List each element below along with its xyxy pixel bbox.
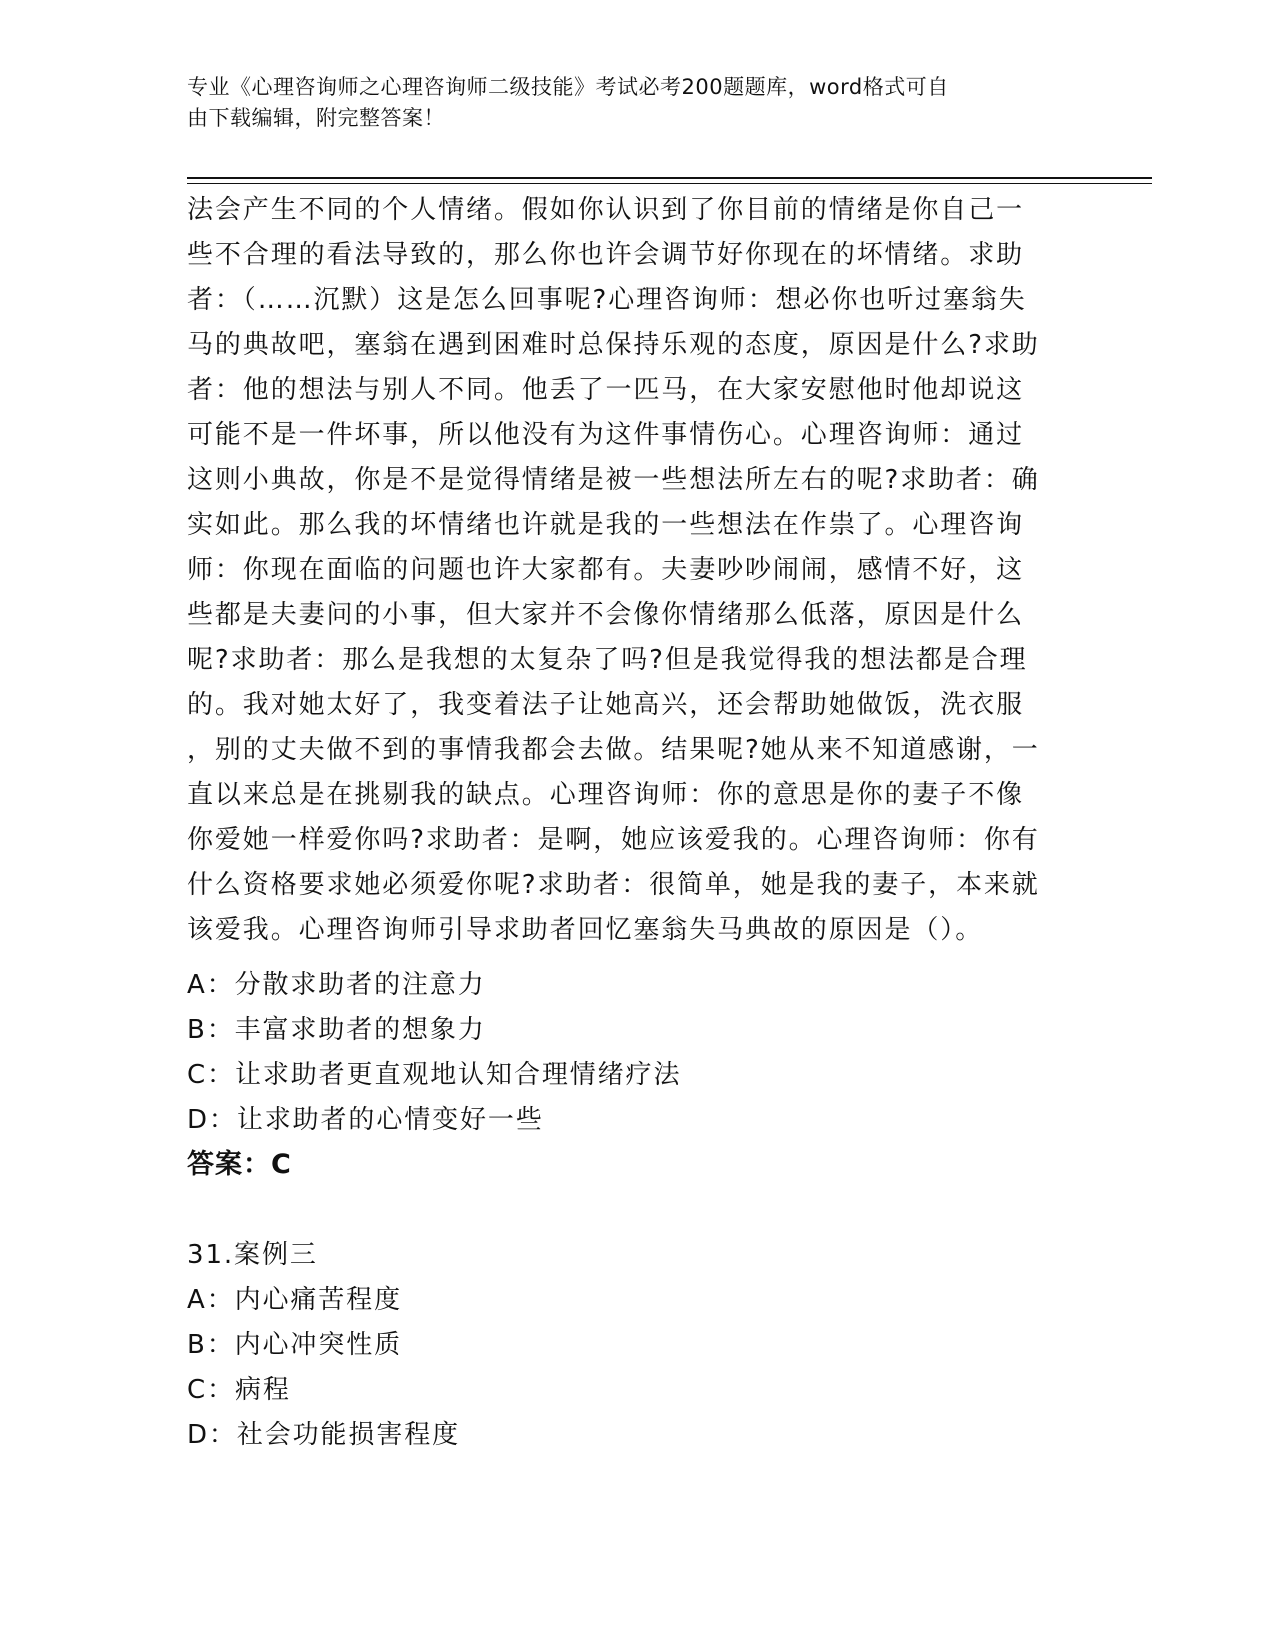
passage-line: 什么资格要求她必须爱你呢?求助者：很简单，她是我的妻子，本来就 (187, 870, 1040, 900)
passage-line: 法会产生不同的个人情绪。假如你认识到了你目前的情绪是你自己一 (187, 195, 1025, 225)
question-30-options (187, 963, 1077, 1143)
option-b: B：丰富求助者的想象力 (187, 1015, 486, 1045)
passage-line: 这则小典故，你是不是觉得情绪是被一些想法所左右的呢?求助者：确 (187, 465, 1040, 495)
passage-line: 些都是夫妻问的小事，但大家并不会像你情绪那么低落，原因是什么 (187, 600, 1025, 630)
question-31 (187, 1233, 1077, 1458)
passage-line: 者：（……沉默）这是怎么回事呢?心理咨询师：想必你也听过塞翁失 (187, 285, 1027, 315)
passage-line: 实如此。那么我的坏情绪也许就是我的一些想法在作祟了。心理咨询 (187, 510, 1025, 540)
passage-line: 师：你现在面临的问题也许大家都有。夫妻吵吵闹闹，感情不好，这 (187, 555, 1025, 585)
header-line-1: 专业《心理咨询师之心理咨询师二级技能》考试必考200题题库，word格式可自 (187, 75, 949, 99)
passage-line: 者：他的想法与别人不同。他丢了一匹马，在大家安慰他时他却说这 (187, 375, 1025, 405)
option-a: A：分散求助者的注意力 (187, 970, 486, 1000)
option-a: A：内心痛苦程度 (187, 1285, 402, 1315)
answer-label: 答案：C (187, 1149, 292, 1180)
passage-line: 的。我对她太好了，我变着法子让她高兴，还会帮助她做饭，洗衣服 (187, 690, 1025, 720)
document-header (187, 72, 1067, 134)
option-c: C：病程 (187, 1375, 291, 1405)
header-divider-thick (187, 177, 1152, 179)
passage-line: 直以来总是在挑剔我的缺点。心理咨询师：你的意思是你的妻子不像 (187, 780, 1025, 810)
question-31-title: 31.案例三 (187, 1240, 318, 1270)
header-line-2: 由下载编辑，附完整答案！ (187, 106, 445, 130)
option-b: B：内心冲突性质 (187, 1330, 403, 1360)
option-d: D：让求助者的心情变好一些 (187, 1105, 544, 1135)
option-d: D：社会功能损害程度 (187, 1420, 461, 1450)
header-divider-thin (187, 183, 1152, 184)
passage-line: 些不合理的看法导致的，那么你也许会调节好你现在的坏情绪。求助 (187, 240, 1025, 270)
passage-line: 呢?求助者：那么是我想的太复杂了吗?但是我觉得我的想法都是合理 (187, 645, 1028, 675)
passage-line: ，别的丈夫做不到的事情我都会去做。结果呢?她从来不知道感谢，一 (187, 735, 1040, 765)
passage-line: 该爱我。心理咨询师引导求助者回忆塞翁失马典故的原因是（）。 (187, 915, 984, 945)
passage-line: 可能不是一件坏事，所以他没有为这件事情伤心。心理咨询师：通过 (187, 420, 1025, 450)
passage-line: 马的典故吧，塞翁在遇到困难时总保持乐观的态度，原因是什么?求助 (187, 330, 1040, 360)
question-passage (187, 188, 1077, 953)
passage-line: 你爱她一样爱你吗?求助者：是啊，她应该爱我的。心理咨询师：你有 (187, 825, 1040, 855)
option-c: C：让求助者更直观地认知合理情绪疗法 (187, 1060, 682, 1090)
